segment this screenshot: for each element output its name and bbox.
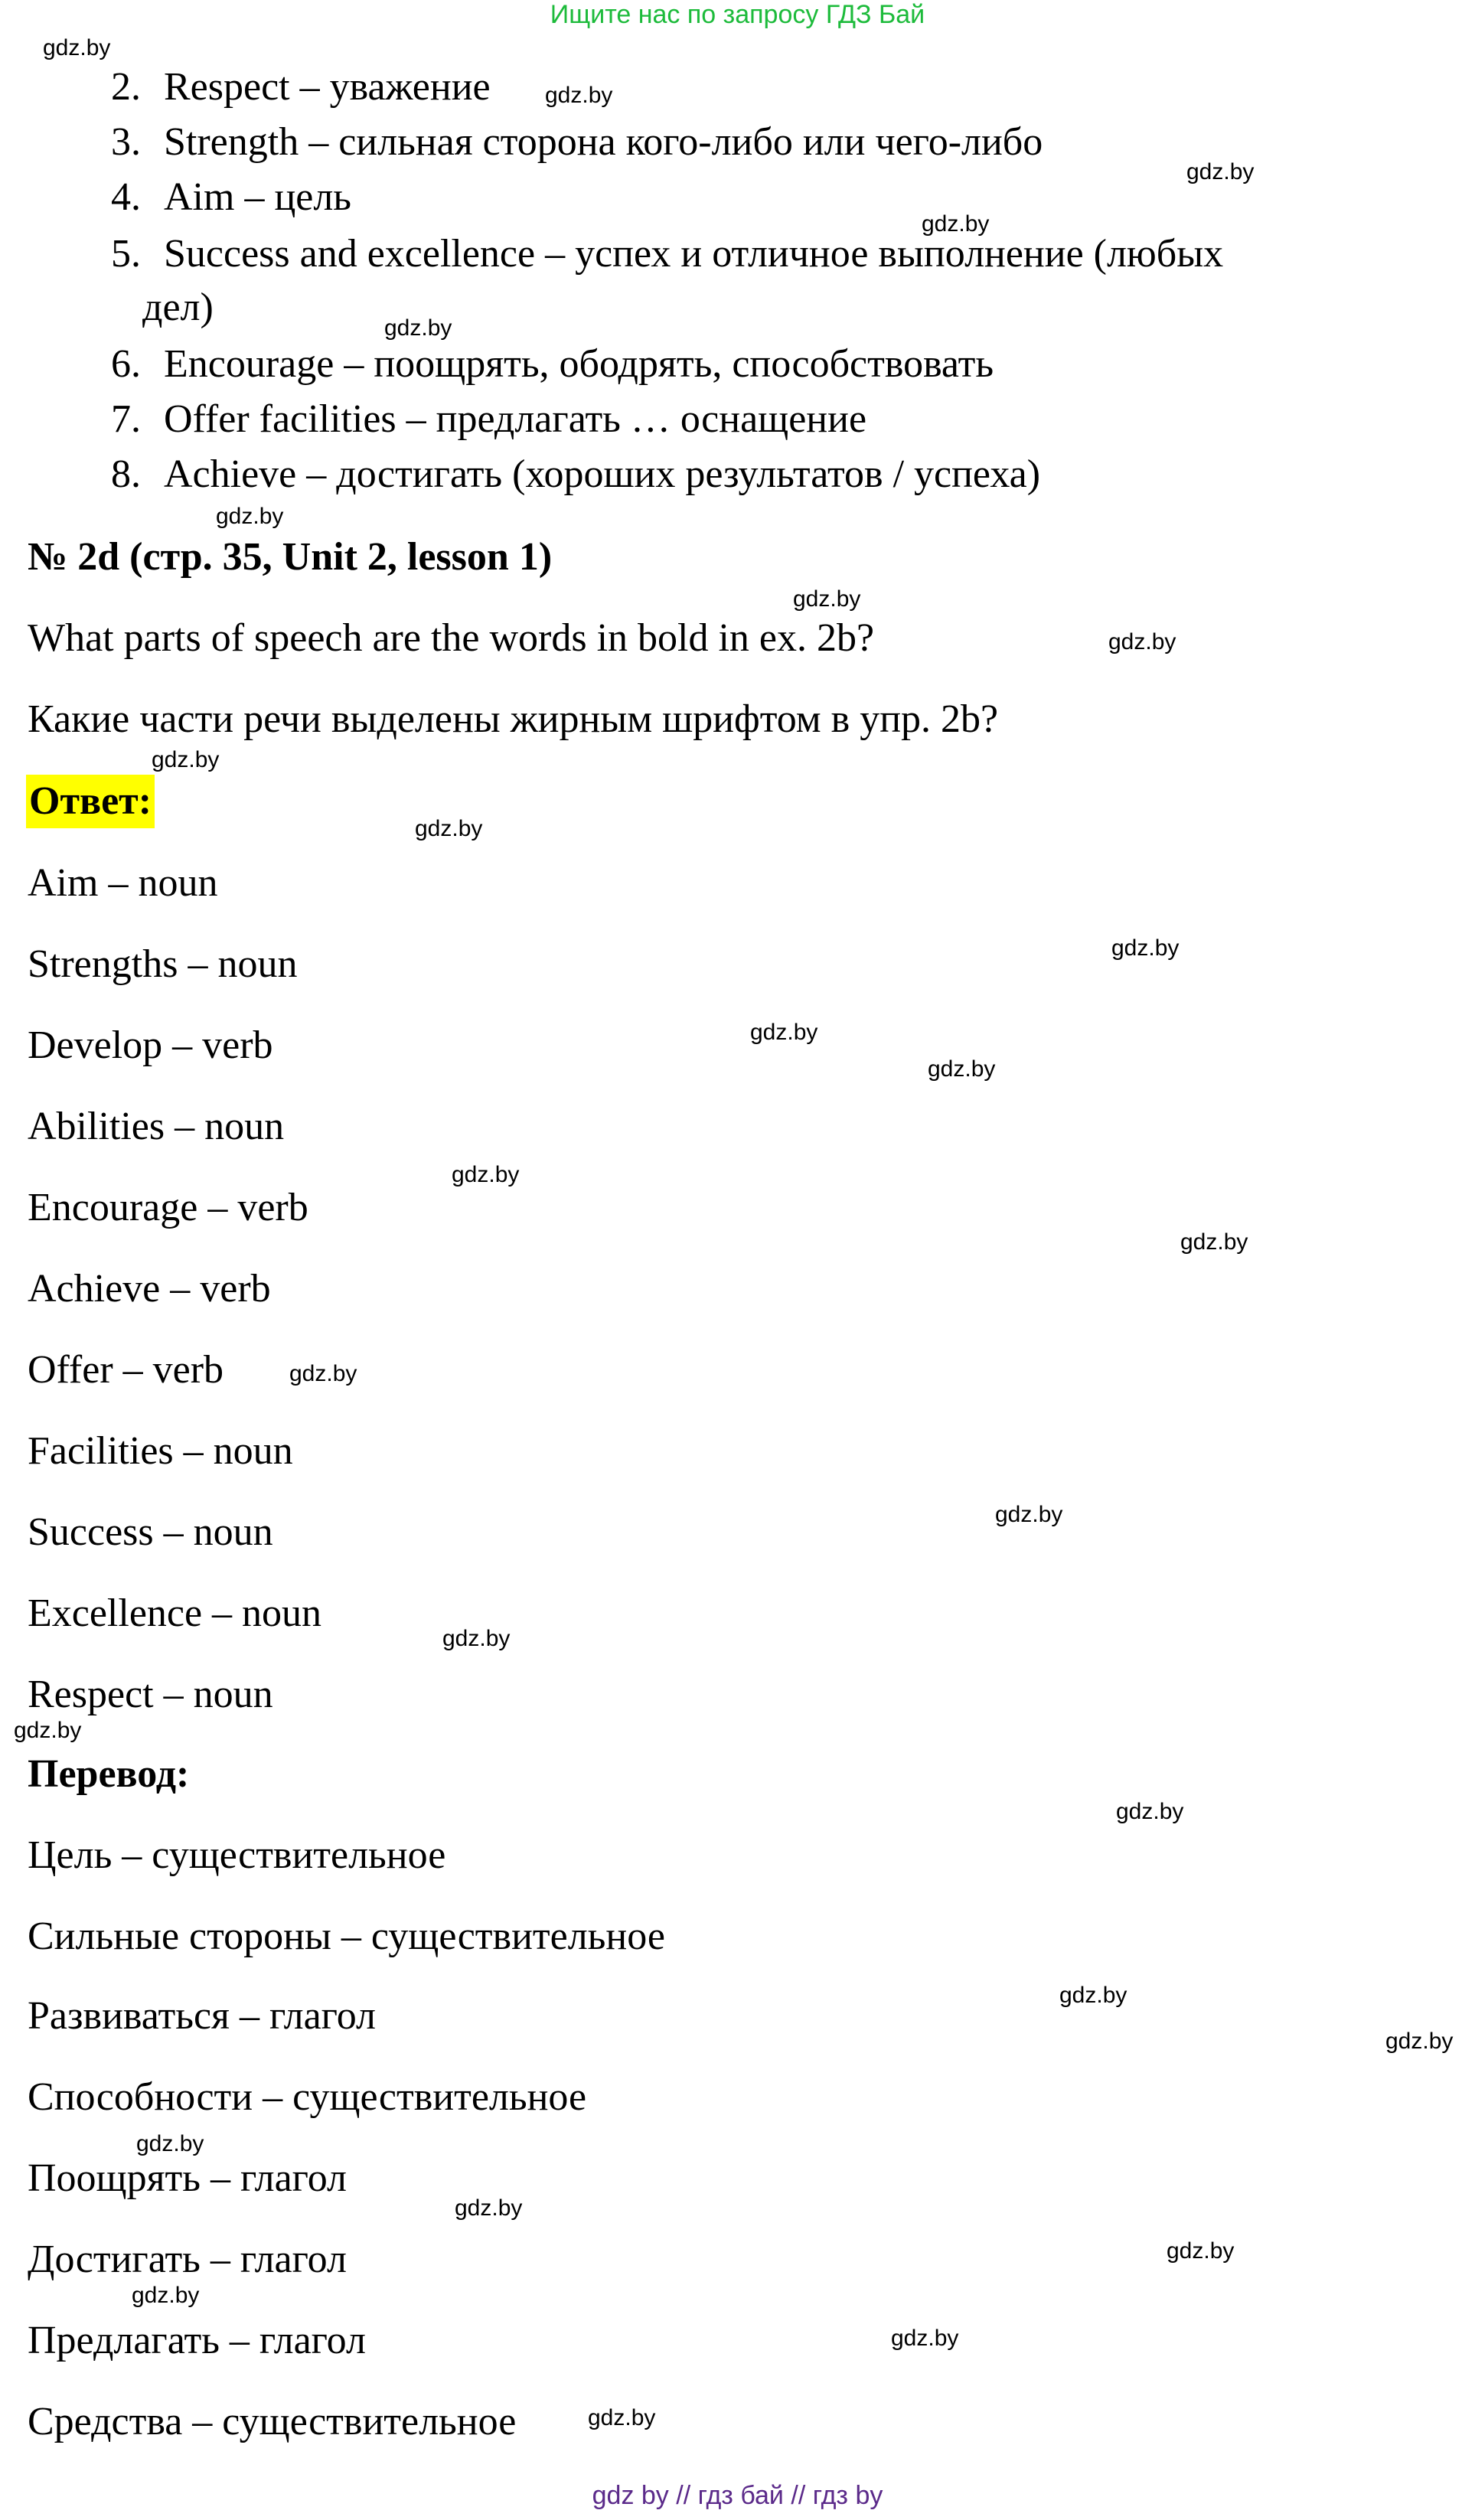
watermark: gdz.by	[891, 2326, 959, 2351]
watermark: gdz.by	[750, 1020, 818, 1045]
watermark: gdz.by	[455, 2195, 523, 2221]
footer-links[interactable]: gdz by // гдз бай // гдз by	[592, 2481, 883, 2510]
watermark: gdz.by	[384, 315, 452, 341]
vocab-text: Respect – уважение	[164, 65, 491, 109]
translation-label: Перевод:	[28, 1752, 190, 1796]
vocab-number: 4.	[111, 175, 141, 219]
watermark: gdz.by	[1111, 935, 1180, 961]
vocab-number: 6.	[111, 342, 141, 386]
vocab-number: 7.	[111, 397, 141, 441]
watermark: gdz.by	[132, 2283, 200, 2308]
vocab-item	[83, 392, 1384, 447]
vocab-text: Aim – цель	[164, 175, 352, 219]
top-banner-link[interactable]: Ищите нас по запросу ГДЗ Бай	[550, 0, 925, 29]
answer-line: Strengths – noun	[28, 942, 298, 986]
translation-line: Способности – существительное	[28, 2075, 587, 2119]
exercise-heading: № 2d (стр. 35, Unit 2, lesson 1)	[28, 535, 553, 579]
translation-line: Сильные стороны – существительное	[28, 1914, 665, 1958]
answer-line: Respect – noun	[28, 1673, 273, 1716]
vocab-text: Encourage – поощрять, ободрять, способствовать	[164, 342, 994, 386]
watermark: gdz.by	[216, 504, 284, 529]
watermark: gdz.by	[43, 35, 111, 60]
vocab-number: 8.	[111, 452, 141, 496]
vocab-item	[83, 337, 1384, 392]
watermark: gdz.by	[928, 1056, 996, 1082]
watermark: gdz.by	[136, 2131, 204, 2156]
vocab-text: Strength – сильная сторона кого-либо или чего-либо	[164, 120, 1043, 164]
answer-label: Ответ:	[26, 775, 155, 828]
watermark: gdz.by	[14, 1718, 82, 1743]
answer-line: Facilities – noun	[28, 1429, 293, 1473]
watermark: gdz.by	[1167, 2238, 1235, 2264]
translation-line: Поощрять – глагол	[28, 2156, 347, 2200]
vocab-item	[83, 447, 1384, 502]
watermark: gdz.by	[1116, 1799, 1184, 1824]
vocab-text: Offer facilities – предлагать … оснащение	[164, 397, 867, 441]
watermark: gdz.by	[1180, 1229, 1248, 1255]
question-english: What parts of speech are the words in bold in ex. 2b?	[28, 616, 875, 660]
vocab-text-continuation: дел)	[142, 286, 214, 329]
watermark: gdz.by	[1186, 159, 1255, 184]
vocab-number: 2.	[111, 65, 141, 109]
watermark: gdz.by	[922, 211, 990, 237]
answer-line: Achieve – verb	[28, 1267, 271, 1311]
watermark: gdz.by	[545, 83, 613, 108]
vocab-item	[83, 227, 1384, 282]
watermark: gdz.by	[1385, 2029, 1454, 2054]
watermark: gdz.by	[1108, 629, 1176, 654]
translation-line: Достигать – глагол	[28, 2238, 347, 2281]
translation-line: Средства – существительное	[28, 2400, 517, 2443]
watermark: gdz.by	[415, 816, 483, 841]
translation-line: Предлагать – глагол	[28, 2319, 366, 2362]
answer-line: Success – noun	[28, 1510, 273, 1554]
watermark: gdz.by	[995, 1502, 1063, 1527]
vocab-text: Achieve – достигать (хороших результатов / успеха)	[164, 452, 1041, 496]
vocab-number: 5.	[111, 232, 141, 276]
vocab-text: Success and excellence – успех и отличное выполнение (любых	[164, 232, 1224, 276]
translation-line: Развиваться – глагол	[28, 1994, 376, 2038]
answer-line: Encourage – verb	[28, 1186, 308, 1229]
watermark: gdz.by	[152, 747, 220, 772]
vocab-item	[83, 60, 1384, 115]
watermark: gdz.by	[588, 2405, 656, 2430]
question-russian: Какие части речи выделены жирным шрифтом в упр. 2b?	[28, 697, 999, 741]
watermark: gdz.by	[442, 1626, 511, 1651]
watermark: gdz.by	[289, 1361, 357, 1386]
watermark: gdz.by	[452, 1162, 520, 1187]
vocab-number: 3.	[111, 120, 141, 164]
watermark: gdz.by	[1059, 1983, 1127, 2008]
answer-line: Aim – noun	[28, 861, 218, 905]
answer-line: Develop – verb	[28, 1023, 273, 1067]
translation-line: Цель – существительное	[28, 1833, 446, 1877]
watermark: gdz.by	[793, 586, 861, 612]
answer-line: Excellence – noun	[28, 1591, 322, 1635]
answer-line: Abilities – noun	[28, 1105, 285, 1148]
answer-line: Offer – verb	[28, 1348, 224, 1392]
